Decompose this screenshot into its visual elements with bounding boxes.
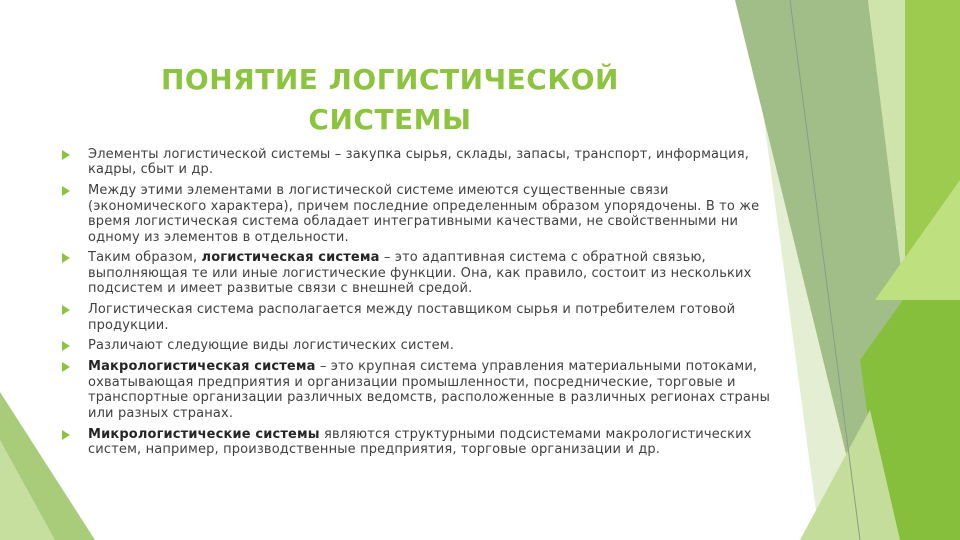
bullet-triangle-icon xyxy=(62,253,70,263)
bullet-list xyxy=(62,147,782,463)
bullet-item-micro xyxy=(62,427,782,458)
bullet-text: Логистическая система располагается между поставщиком сырья и потребителем готовой продукции. xyxy=(88,302,736,333)
bullet-text: Между этими элементами в логистической системе имеются существенные связи (экономического характера), причем последние определенным образом упорядочены. В то же время логистическая система обладает интегративными качествами, не свойственными ни одному из элементов в отдельности. xyxy=(88,183,760,245)
bullet-item-elements xyxy=(62,147,782,178)
bullet-pre-text: Таким образом, xyxy=(88,250,202,266)
bullet-triangle-icon xyxy=(62,305,70,315)
bullet-text: – это крупная система управления материальными потоками, охватывающая предприятия и организации промышленности, посреднические, торговые и транспортные организации различных ведомств, расположенные в различных регионах страны или разных странах. xyxy=(88,359,771,421)
bullet-item-position xyxy=(62,302,782,333)
bullet-text: – это адаптивная система с обратной связью, выполняющая те или иные логистические функции. Она, как правило, состоит из нескольких подсистем и имеет развитые связи с внешней средой. xyxy=(88,250,752,297)
bullet-item-macro xyxy=(62,359,782,421)
bullet-triangle-icon xyxy=(62,150,70,160)
bullet-triangle-icon xyxy=(62,341,70,351)
bullet-triangle-icon xyxy=(62,430,70,440)
bullet-bold-term: Микрологистические системы xyxy=(88,426,320,442)
slide-title-line1: ПОНЯТИЕ ЛОГИСТИЧЕСКОЙ xyxy=(161,63,619,96)
slide-title xyxy=(80,60,700,140)
bullet-bold-term: логистическая система xyxy=(201,250,380,266)
bullet-triangle-icon xyxy=(62,186,70,196)
bullet-text: являются структурными подсистемами макрологистических систем, например, производственные предприятия, торговые организации и др. xyxy=(88,426,752,457)
bullet-item-types xyxy=(62,338,782,353)
bullet-item-definition xyxy=(62,250,782,296)
bullet-text: Различают следующие виды логистических систем. xyxy=(88,338,454,354)
bullet-bold-term: Макрологистическая система xyxy=(88,359,316,375)
bullet-triangle-icon xyxy=(62,362,70,372)
bullet-item-relations xyxy=(62,183,782,245)
slide-title-line2: СИСТЕМЫ xyxy=(308,103,472,136)
bullet-text: Элементы логистической системы – закупка сырья, склады, запасы, транспорт, информация, кадры, сбыт и др. xyxy=(88,147,750,178)
